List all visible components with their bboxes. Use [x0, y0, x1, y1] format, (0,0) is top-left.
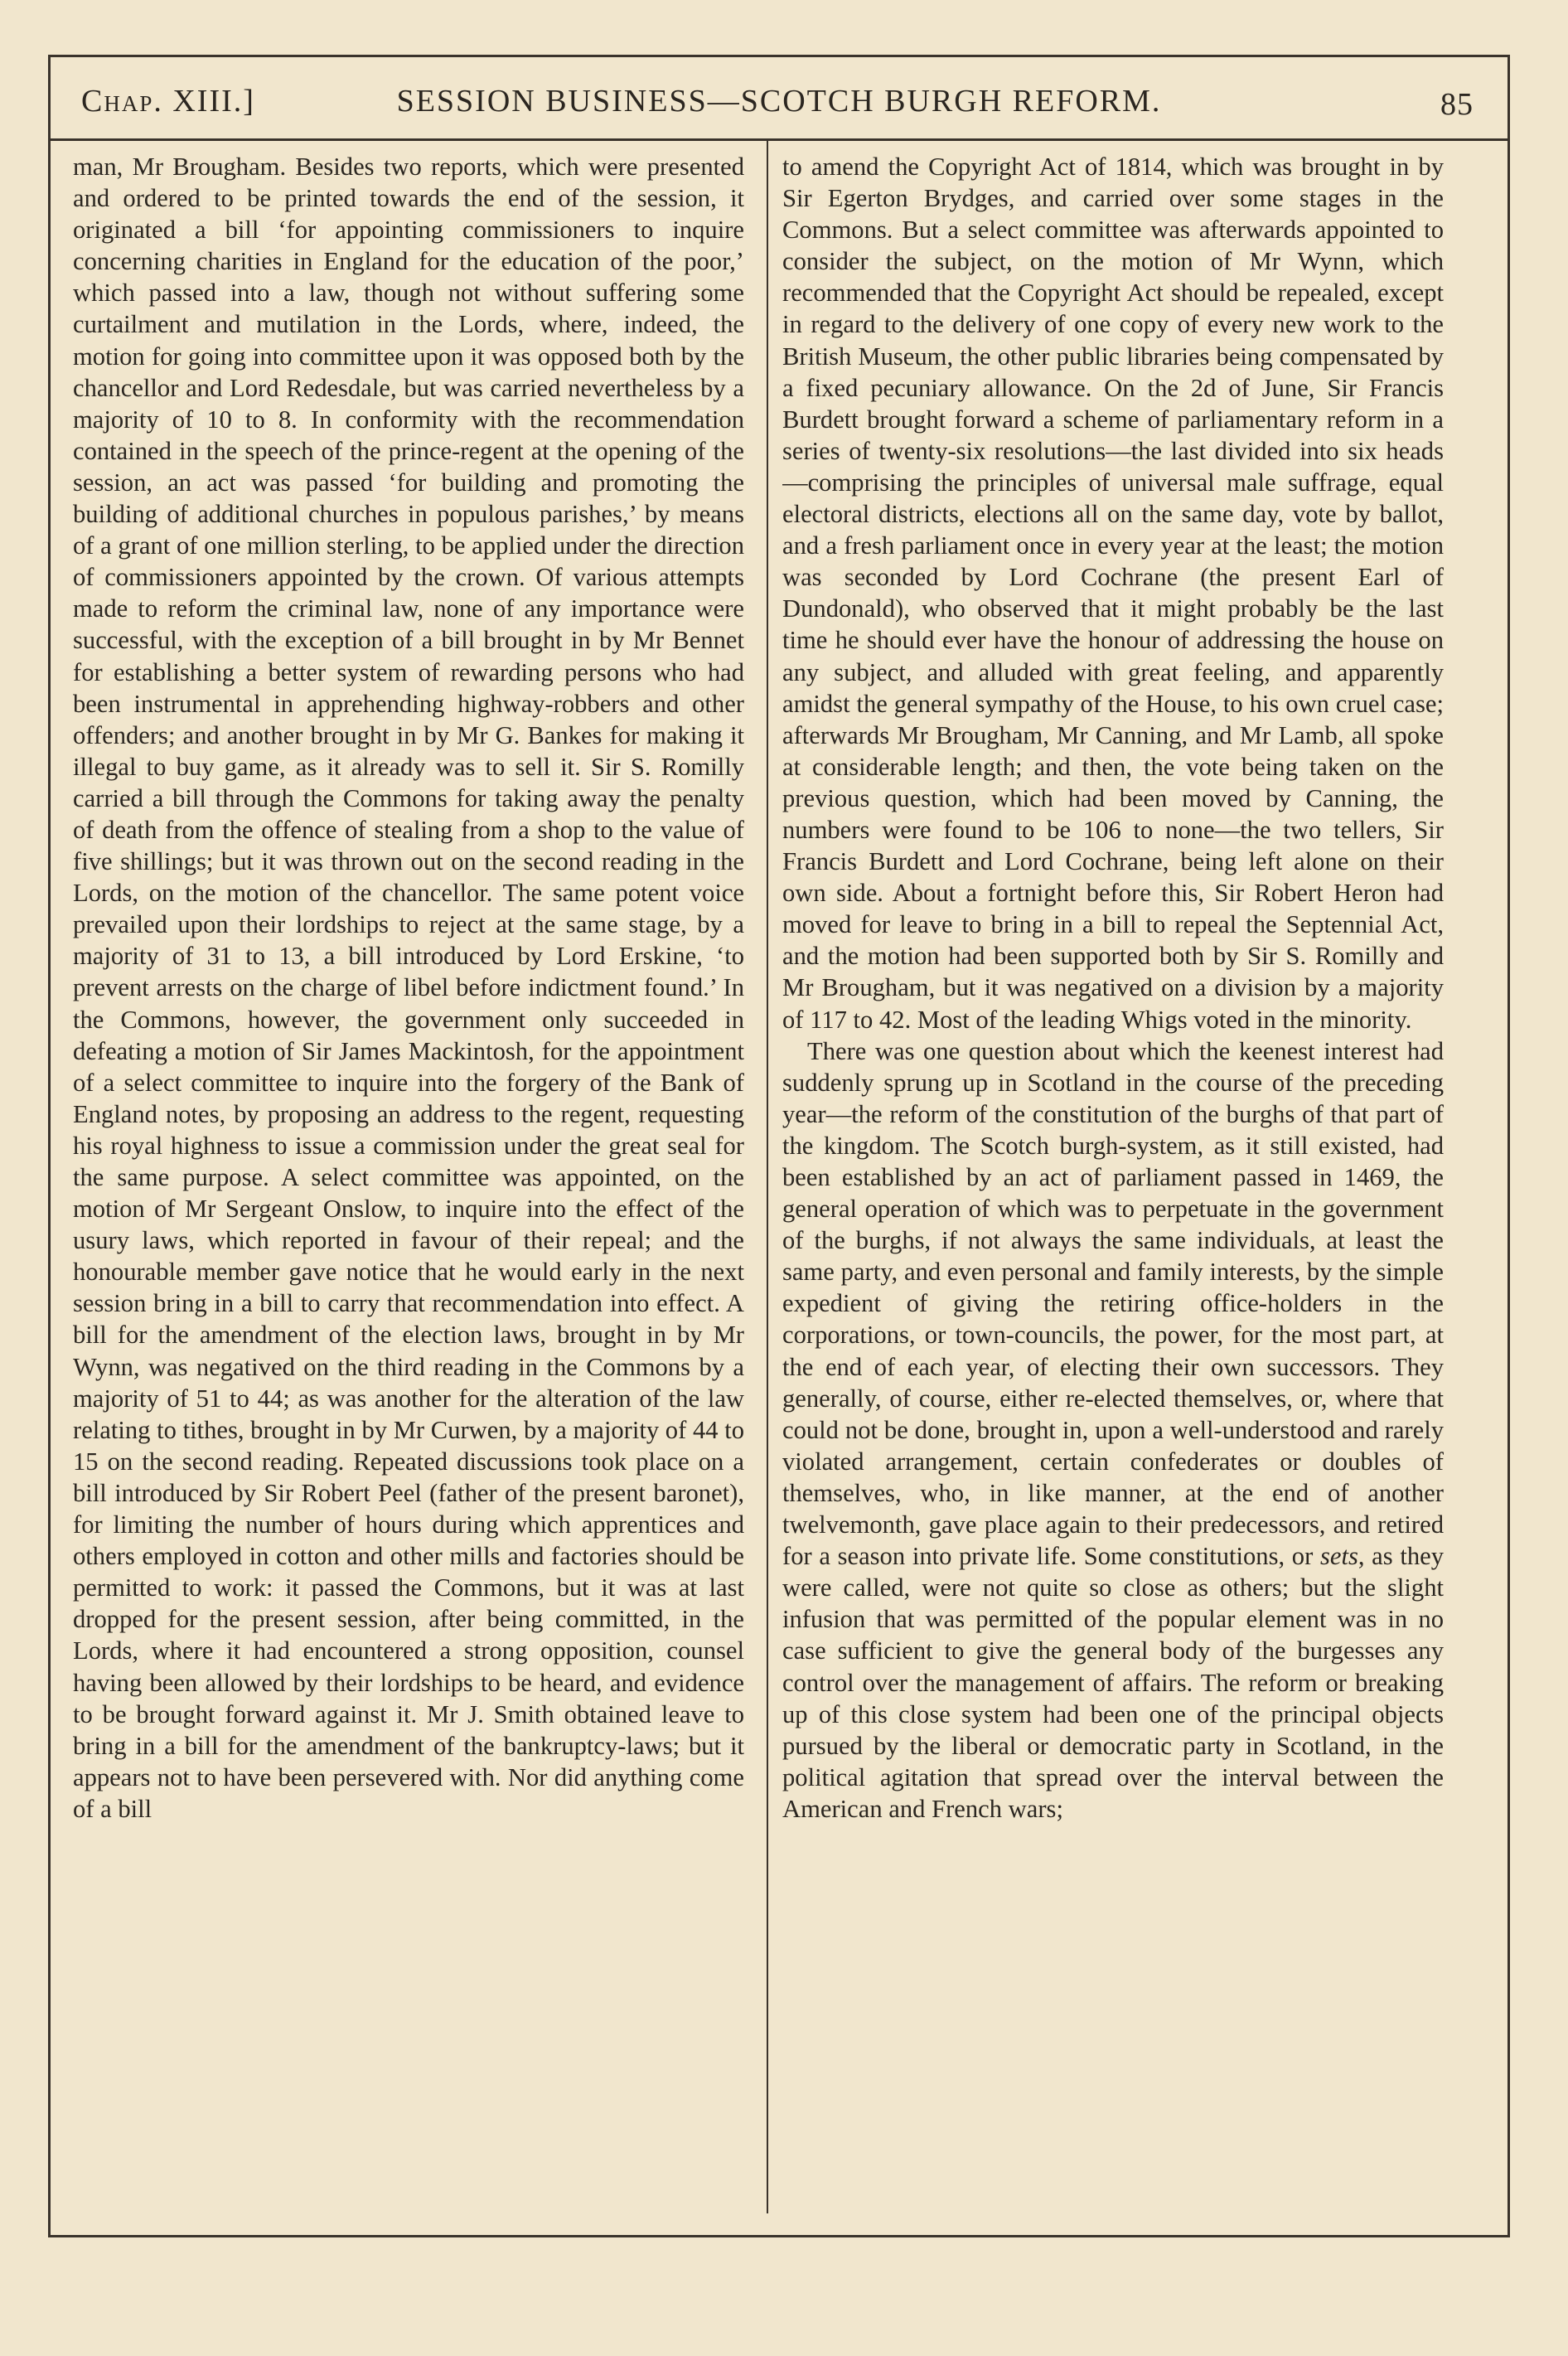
italic-term: sets [1319, 1542, 1358, 1571]
paragraph: to amend the Copyright Act of 1814, which was brought in by Sir Egerton Brydges, and carried over some stages in the Commons. But a select committee was afterwards appointed to consider the subject, on the motion of Mr Wynn, which recommended that the Copyright Act should be repealed, except in regard to the delivery of one copy of every new work to the British Museum, the other public libraries being compensated by a fixed pecuniary allowance. On the 2d of June, Sir Francis Burdett brought forward a scheme of parliamentary reform in a series of twenty-six resolutions—the last divided into six heads—comprising the principles of universal male suffrage, equal electoral districts, elections all on the same day, vote by ballot, and a fresh parliament once in every year at the least; the motion was seconded by Lord Cochrane (the present Earl of Dundonald), who observed that it might probably be the last time he should ever have the honour of addressing the house on any subject, and alluded with great feeling, and apparently amidst the general sympathy of the House, to his own cruel case; afterwards Mr Brougham, Mr Canning, and Mr Lamb, all spoke at considerable length; and then, the vote being taken on the previous question, which had been moved by Canning, the numbers were found to be 106 to none—the two tellers, Sir Francis Burdett and Lord Cochrane, being left alone on their own side. About a fortnight before this, Sir Robert Heron had moved for leave to bring in a bill to repeal the Septennial Act, and the motion had been supported both by Sir S. Romilly and Mr Brougham, but it was negatived on a division by a majority of 117 to 42. Most of the leading Whigs voted in the minority. [782, 153, 1444, 1034]
column-divider [767, 141, 768, 2213]
paragraph: man, Mr Brougham. Besides two reports, which were presented and ordered to be printed towards the end of the session, it originated a bill ‘for appointing commissioners to inquire concerning charities in England for the education of the poor,’ which passed into a law, though not without suffering some curtailment and mutilation in the Lords, where, indeed, the motion for going into committee upon it was opposed both by the chancellor and Lord Redesdale, but was carried nevertheless by a majority of 10 to 8. In conformity with the recommendation contained in the speech of the prince-regent at the opening of the session, an act was passed ‘for building and promoting the building of additional churches in populous parishes,’ by means of a grant of one million sterling, to be applied under the direction of commissioners appointed by the crown. Of various attempts made to reform the criminal law, none of any importance were successful, with the exception of a bill brought in by Mr Bennet for establishing a better system of rewarding persons who had been instrumental in apprehending highway-robbers and other offenders; and another brought in by Mr G. Bankes for making it illegal to buy game, as it already was to sell it. Sir S. Romilly carried a bill through the Commons for taking away the penalty of death from the offence of stealing from a shop to the value of five shillings; but it was thrown out on the second reading in the Lords, on the motion of the chancellor. The same potent voice prevailed upon their lordships to reject at the same stage, by a majority of 31 to 13, a bill introduced by Lord Erskine, ‘to prevent arrests on the charge of libel before indictment found.’ In the Commons, however, the government only succeeded in defeating a motion of Sir James Mackintosh, for the appointment of a select committee to inquire into the forgery of the Bank of England notes, by proposing an address to the regent, requesting his royal highness to issue a commission under the great seal for the same purpose. A select committee was appointed, on the motion of Mr Sergeant Onslow, to inquire into the effect of the usury laws, which reported in favour of their repeal; and the honourable member gave notice that he would early in the next session bring in a bill to carry that recommendation into effect. A bill for the amendment of the election laws, brought in by Mr Wynn, was negatived on the third reading in the Commons by a majority of 51 to 44; as was another for the alteration of the law relating to tithes, brought in by Mr Curwen, by a majority of 44 to 15 on the second reading. Repeated discussions took place on a bill introduced by Sir Robert Peel (father of the present baronet), for limiting the number of hours during which apprentices and others employed in cotton and other mills and factories should be permitted to work: it passed the Commons, but it was at last dropped for the present session, after being committed, in the Lords, where it had encountered a strong opposition, counsel having been allowed by their lordships to be heard, and evidence to be brought forward against it. Mr J. Smith obtained leave to bring in a bill for the amendment of the bankruptcy-laws; but it appears not to have been persevered with. Nor did anything come of a bill [73, 153, 744, 1823]
chapter-label: Chap. XIII.] [81, 84, 255, 119]
left-column [73, 151, 744, 2223]
page-number: 85 [1440, 87, 1474, 122]
running-head [48, 55, 1510, 141]
right-column [782, 151, 1444, 2223]
paragraph [782, 1035, 1444, 1825]
paragraph-text: , as they were called, were not quite so close as others; but the slight infusion that was permitted of the popular element was in no case sufficient to give the general body of the burgesses any control over the management of affairs. The reform or breaking up of this close system had been one of the principal objects pursued by the liberal or democratic party in Scotland, in the political agitation that spread over the interval between the American and French wars; [782, 1542, 1444, 1823]
page-title: SESSION BUSINESS—SCOTCH BURGH REFORM. [396, 84, 1162, 119]
paragraph-text: There was one question about which the keenest interest had suddenly sprung up in Scotland in the course of the preceding year—the reform of the constitution of the burghs of that part of the kingdom. The Scotch burgh-system, as it still existed, had been established by an act of parliament passed in 1469, the general operation of which was to perpetuate in the government of the burghs, if not always the same individuals, at least the same party, and even personal and family interests, by the simple expedient of giving the retiring office-holders in the corporations, or town-councils, the power, for the most part, at the end of each year, of electing their own successors. They generally, of course, either re-elected themselves, or, where that could not be done, brought in, upon a well-understood and rarely violated arrangement, certain confederates or doubles of themselves, who, in like manner, at the end of another twelvemonth, gave place again to their predecessors, and retired for a season into private life. Some constitutions, or [782, 1036, 1444, 1571]
